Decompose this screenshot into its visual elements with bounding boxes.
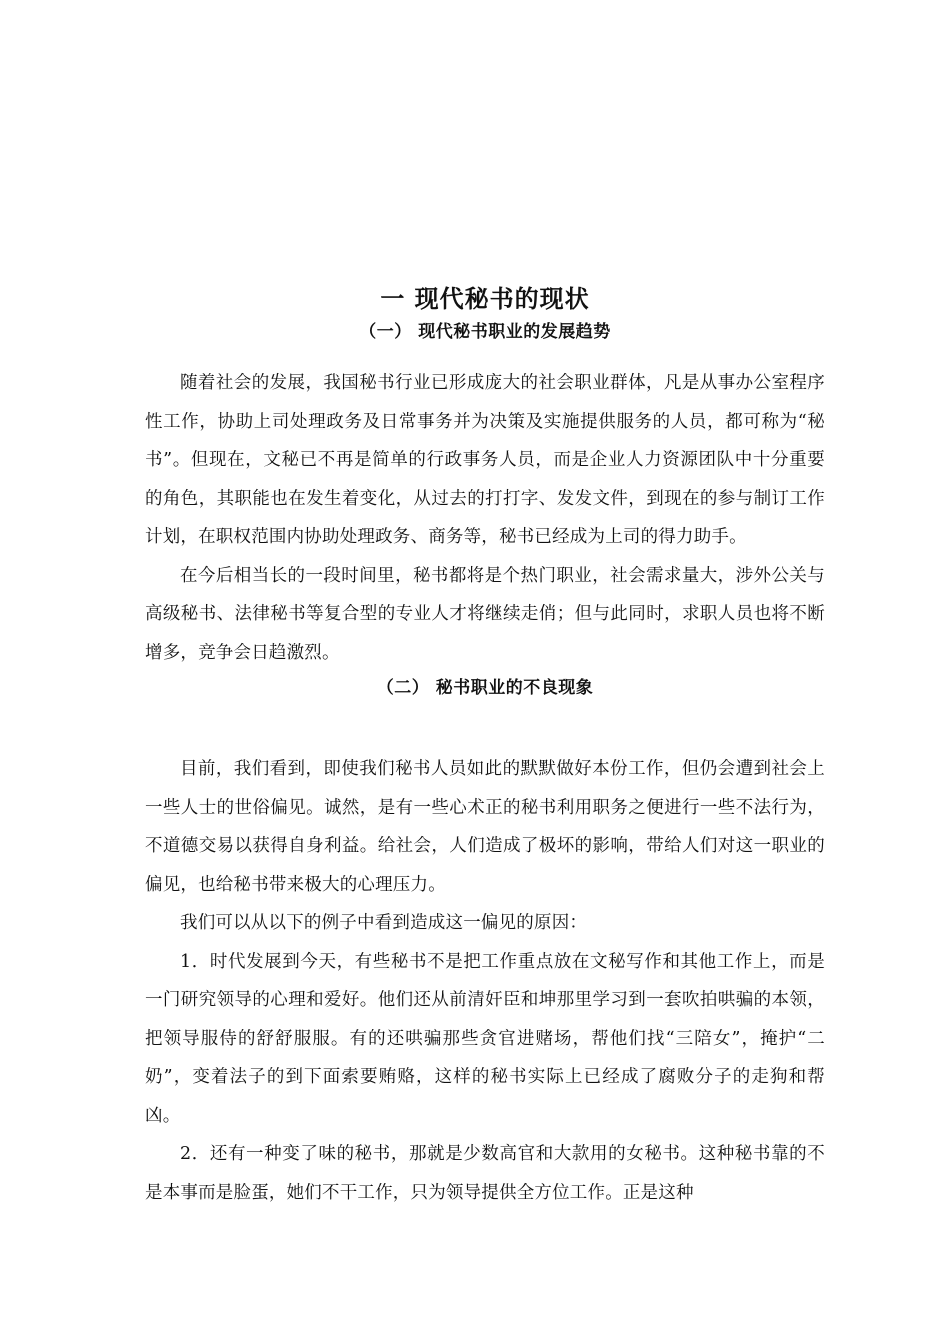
- paragraph: 目前，我们看到，即使我们秘书人员如此的默默做好本份工作，但仍会遭到社会上一些人士的世俗偏见。诚然，是有一些心术正的秘书利用职务之便进行一些不法行为，不道德交易以获得自身利益。给社会，人们造成了极坏的影响，带给人们对这一职业的偏见，也给秘书带来极大的心理压力。: [145, 759, 825, 895]
- numbered-paragraph: 2．还有一种变了味的秘书，那就是少数高官和大款用的女秘书。这种秘书靠的不是本事而是脸蛋，她们不干工作，只为领导提供全方位工作。正是这种: [145, 1144, 825, 1203]
- chapter-title: 一 现代秘书的现状: [380, 285, 590, 313]
- section-heading-2: （二） 秘书职业的不良现象: [376, 678, 594, 698]
- section-heading-1: （一） 现代秘书职业的发展趋势: [359, 322, 611, 342]
- spacer: [145, 700, 825, 750]
- paragraph: 随着社会的发展，我国秘书行业已形成庞大的社会职业群体，凡是从事办公室程序性工作，协助上司处理政务及日常事务并为决策及实施提供服务的人员，都可称为“秘书”。但现在，文秘已不再是简单的行政事务人员，而是企业人力资源团队中十分重要的角色，其职能也在发生着变化，从过去的打打字、发发文件，到现在的参与制订工作计划，在职权范围内协助处理政务、商务等，秘书已经成为上司的得力助手。: [145, 373, 825, 547]
- paragraph: 在今后相当长的一段时间里，秘书都将是个热门职业，社会需求量大，涉外公关与高级秘书、法律秘书等复合型的专业人才将继续走俏；但与此同时，求职人员也将不断增多，竞争会日趋激烈。: [145, 565, 825, 663]
- paragraph: 我们可以从以下的例子中看到造成这一偏见的原因：: [180, 913, 588, 933]
- numbered-paragraph: 1．时代发展到今天，有些秘书不是把工作重点放在文秘写作和其他工作上，而是一门研究领导的心理和爱好。他们还从前清奸臣和坤那里学习到一套吹拍哄骗的本领，把领导服侍的舒舒服服。有的还哄骗那些贪官进赌场，帮他们找“三陪女”，掩护“二奶”，变着法子的到下面索要贿赂，这样的秘书实际上已经成了腐败分子的走狗和帮凶。: [145, 951, 825, 1126]
- document-body: [145, 282, 825, 1212]
- spacer: [145, 344, 825, 364]
